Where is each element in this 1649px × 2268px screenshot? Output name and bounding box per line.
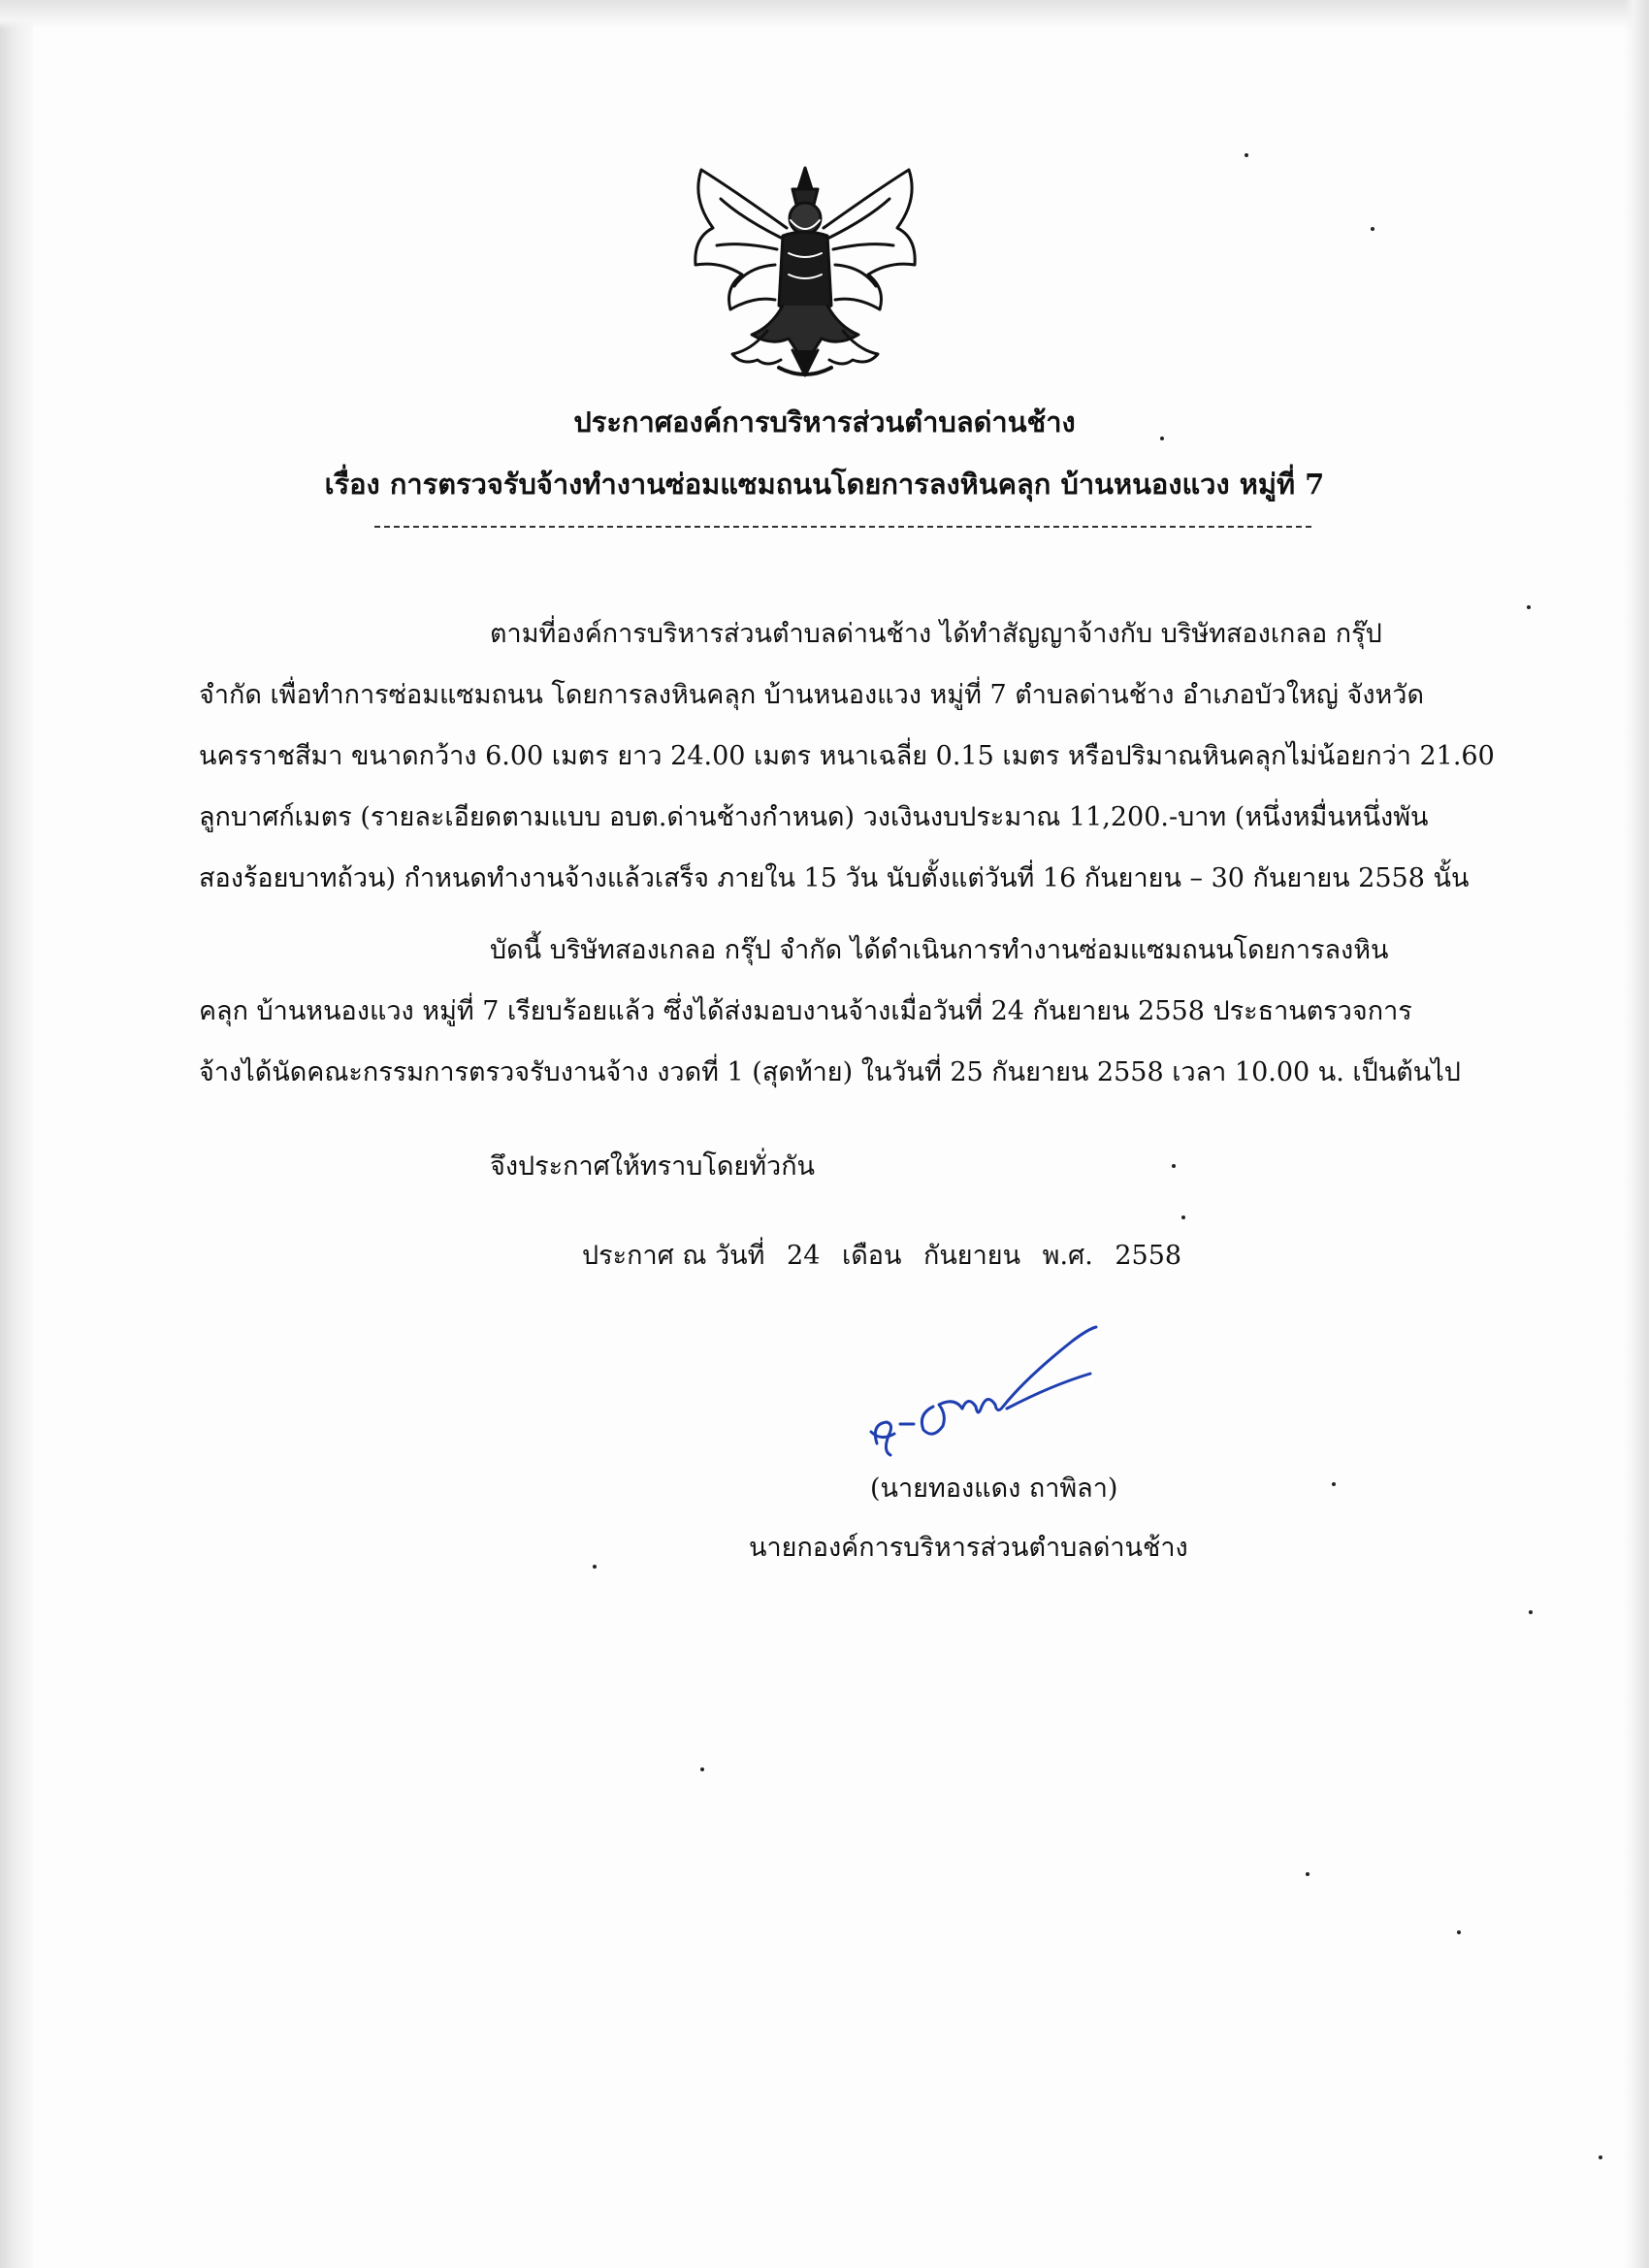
date-day: 24 <box>787 1241 821 1271</box>
scan-speck <box>593 1565 597 1569</box>
paragraph-1-line: ตามที่องค์การบริหารส่วนตำบลด่านช้าง ได้ทำสัญญาจ้างกับ บริษัทสองเกลอ กรุ๊ป <box>490 619 1382 649</box>
scan-speck <box>1245 153 1248 157</box>
scan-speck <box>1332 1482 1336 1486</box>
date-year-label: พ.ศ. <box>1042 1241 1093 1271</box>
scan-speck <box>1527 605 1531 609</box>
paragraph-1-line: นครราชสีมา ขนาดกว้าง 6.00 เมตร ยาว 24.00 เมตร หนาเฉลี่ย 0.15 เมตร หรือปริมาณหินคลุกไม่น้อยกว่า 21.60 <box>199 741 1495 771</box>
date-year: 2558 <box>1115 1241 1182 1271</box>
scan-speck <box>1457 1930 1461 1934</box>
announcement-date <box>582 1234 1195 1276</box>
date-month: กันยายน <box>923 1241 1021 1271</box>
scan-edge-left <box>0 0 33 2268</box>
scan-speck <box>1306 1872 1310 1876</box>
signer-name: (นายทองแดง ถาพิลา) <box>870 1474 1118 1504</box>
paragraph-1-line: จำกัด เพื่อทำการซ่อมแซมถนน โดยการลงหินคลุก บ้านหนองแวง หมู่ที่ 7 ตำบลด่านช้าง อำเภอบัวใหญ่ จังหวัด <box>199 680 1425 710</box>
paragraph-2-line: จ้างได้นัดคณะกรรมการตรวจรับงานจ้าง งวดที่ 1 (สุดท้าย) ในวันที่ 25 กันยายน 2558 เวลา 10.00 น. เป็นต้นไป <box>199 1057 1461 1087</box>
scan-speck <box>1371 227 1374 231</box>
scan-speck <box>1172 1164 1176 1168</box>
signer-position: นายกองค์การบริหารส่วนตำบลด่านช้าง <box>749 1533 1188 1563</box>
scan-speck <box>1529 1610 1533 1614</box>
header-divider <box>374 526 1311 528</box>
paragraph-contract <box>199 603 1528 909</box>
scan-edge-right <box>1624 0 1649 2268</box>
date-month-label: เดือน <box>841 1241 902 1271</box>
garuda-emblem <box>674 160 936 383</box>
paragraph-2-line: บัดนี้ บริษัทสองเกลอ กรุ๊ป จำกัด ได้ดำเนินการทำงานซ่อมแซมถนนโดยการลงหิน <box>490 935 1389 965</box>
scan-speck <box>1599 2155 1602 2159</box>
scan-edge-top <box>0 0 1649 29</box>
paragraph-inspection <box>199 920 1528 1103</box>
organization-title: ประกาศองค์การบริหารส่วนตำบลด่านช้าง <box>573 405 1076 438</box>
scan-speck <box>1181 1215 1185 1219</box>
closing-statement: จึงประกาศให้ทราบโดยทั่วกัน <box>490 1151 815 1182</box>
scan-speck <box>1160 437 1164 440</box>
paragraph-1-line: ลูกบาศก์เมตร (รายละเอียดตามแบบ อบต.ด่านช้างกำหนด) วงเงินงบประมาณ 11,200.-บาท (หนึ่งหมื่นหนึ่งพัน <box>199 802 1429 832</box>
date-prefix: ประกาศ ณ วันที่ <box>582 1241 765 1271</box>
scan-speck <box>700 1767 704 1771</box>
subject-title: เรื่อง การตรวจรับจ้างทำงานซ่อมแซมถนนโดยการลงหินคลุก บ้านหนองแวง หมู่ที่ 7 <box>324 468 1325 501</box>
handwritten-signature <box>861 1300 1104 1474</box>
paragraph-1-line: สองร้อยบาทถ้วน) กำหนดทำงานจ้างแล้วเสร็จ ภายใน 15 วัน นับตั้งแต่วันที่ 16 กันยายน – 30 กันยายน 2558 นั้น <box>199 863 1470 893</box>
paragraph-2-line: คลุก บ้านหนองแวง หมู่ที่ 7 เรียบร้อยแล้ว ซึ่งได้ส่งมอบงานจ้างเมื่อวันที่ 24 กันยายน 2558 ประธานตรวจการ <box>199 996 1412 1026</box>
